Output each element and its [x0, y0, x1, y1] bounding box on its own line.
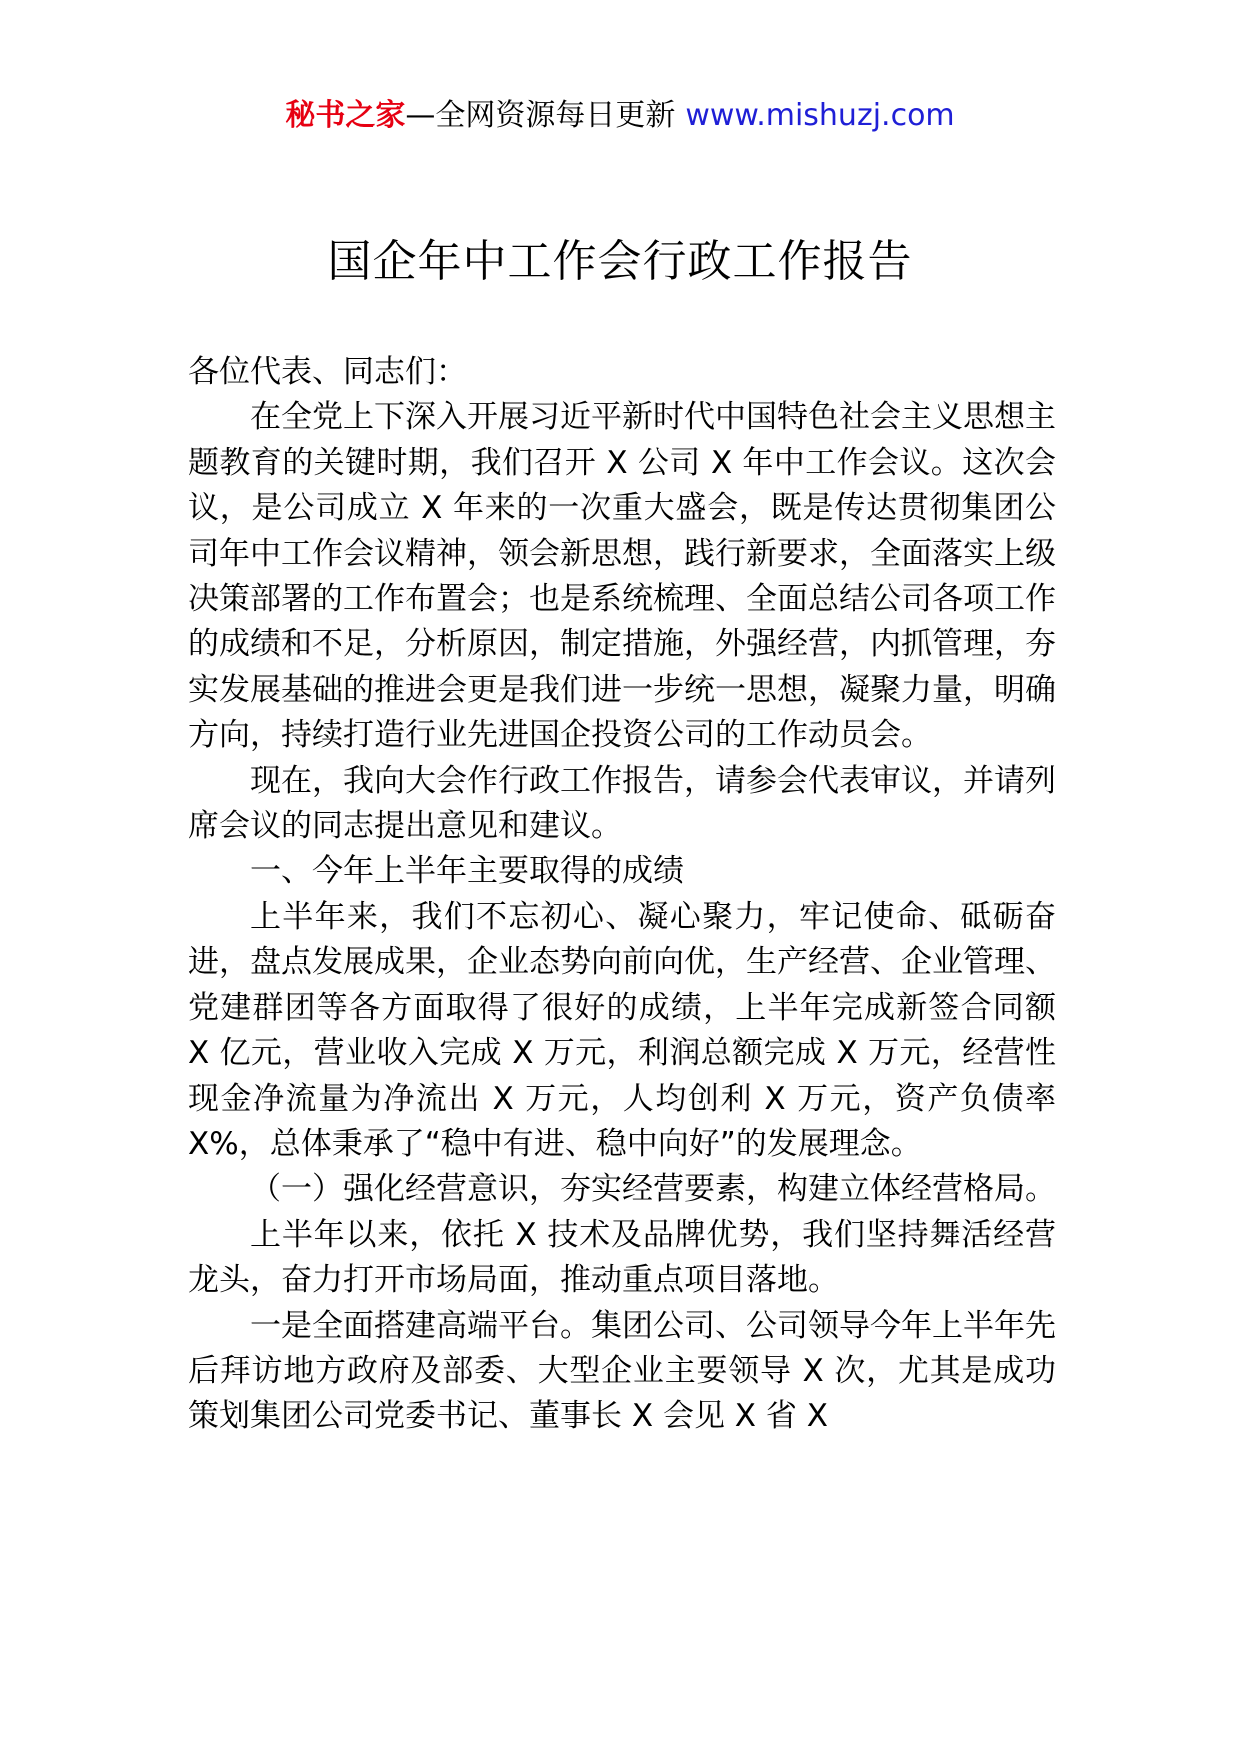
paragraph-intro: 在全党上下深入开展习近平新时代中国特色社会主义思想主题教育的关键时期，我们召开 X 公司 X 年中工作会议。这次会议，是公司成立 X 年来的一次重大盛会，既是传达贯彻集团公司年中工作会议精神，领会新思想，践行新要求，全面落实上级决策部署的工作布置会；也是系统梳理、全面总结公司各项工作的成绩和不足，分析原因，制定措施，外强经营，内抓管理，夯实发展基础的推进会更是我们进一步统一思想，凝聚力量，明确方向，持续打造行业先进国企投资公司的工作动员会。: [188, 399, 1056, 754]
site-slogan: —全网资源每日更新: [405, 98, 676, 133]
paragraph-platform: 一是全面搭建高端平台。集团公司、公司领导今年上半年先后拜访地方政府及部委、大型企业主要领导 X 次，尤其是成功策划集团公司党委书记、董事长 X 会见 X 省 X: [188, 1307, 1056, 1435]
document-body: [188, 350, 1056, 1440]
paragraph-report: 现在，我向大会作行政工作报告，请参会代表审议，并请列席会议的同志提出意见和建议。: [188, 762, 1056, 845]
site-brand: 秘书之家: [285, 98, 406, 133]
section-heading-1: 一、今年上半年主要取得的成绩: [250, 853, 684, 890]
site-header: [0, 96, 1240, 136]
subsection-heading-1: （一）强化经营意识，夯实经营要素，构建立体经营格局。: [250, 1171, 1056, 1208]
paragraph-achievements: 上半年来，我们不忘初心、凝心聚力，牢记使命、砥砺奋进，盘点发展成果，企业态势向前向优，生产经营、企业管理、党建群团等各方面取得了很好的成绩，上半年完成新签合同额 X 亿元，营业收入完成 X 万元，利润总额完成 X 万元，经营性现金净流量为净流出 X 万元，人均创利 X 万元，资产负债率 X%，总体秉承了“稳中有进、稳中向好”的发展理念。: [188, 898, 1056, 1162]
site-url-link[interactable]: www.mishuzj.com: [685, 98, 955, 133]
salutation: 各位代表、同志们：: [188, 354, 467, 390]
paragraph-business: 上半年以来，依托 X 技术及品牌优势，我们坚持舞活经营龙头，奋力打开市场局面，推动重点项目落地。: [188, 1216, 1056, 1299]
document-title: 国企年中工作会行政工作报告: [327, 236, 913, 287]
